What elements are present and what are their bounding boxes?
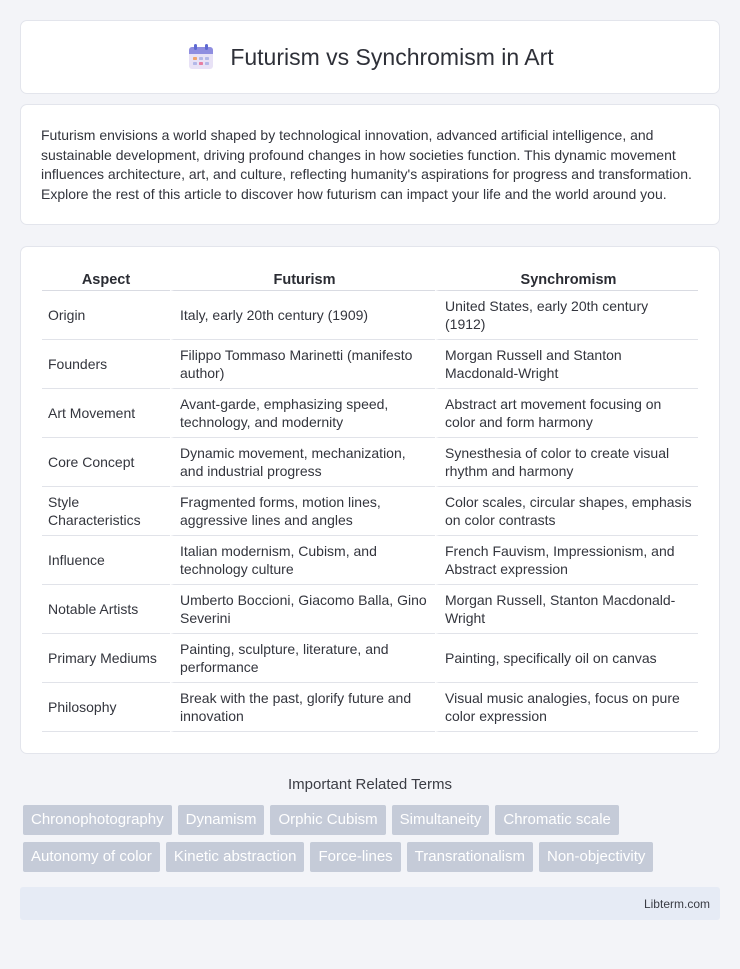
synchromism-cell: United States, early 20th century (1912)	[435, 291, 698, 340]
related-terms-list	[20, 805, 720, 872]
futurism-cell: Dynamic movement, mechanization, and industrial progress	[170, 438, 435, 487]
futurism-cell: Fragmented forms, motion lines, aggressive lines and angles	[170, 487, 435, 536]
aspect-cell: Notable Artists	[42, 585, 170, 634]
comparison-table-card	[20, 246, 720, 754]
futurism-cell: Italy, early 20th century (1909)	[170, 291, 435, 340]
synchromism-cell: Painting, specifically oil on canvas	[435, 634, 698, 683]
related-term-tag[interactable]: Chronophotography	[23, 805, 172, 835]
related-term-tag[interactable]: Orphic Cubism	[270, 805, 385, 835]
table-row	[42, 438, 698, 487]
table-row	[42, 389, 698, 438]
synchromism-cell: Synesthesia of color to create visual rhythm and harmony	[435, 438, 698, 487]
table-row	[42, 634, 698, 683]
related-term-tag[interactable]: Simultaneity	[392, 805, 490, 835]
related-term-tag[interactable]: Kinetic abstraction	[166, 842, 305, 872]
futurism-cell: Italian modernism, Cubism, and technology culture	[170, 536, 435, 585]
header-card	[20, 20, 720, 94]
column-header-futurism: Futurism	[170, 267, 435, 291]
futurism-cell: Break with the past, glorify future and innovation	[170, 683, 435, 732]
table-row	[42, 536, 698, 585]
comparison-table	[42, 267, 698, 732]
table-row	[42, 291, 698, 340]
related-term-tag[interactable]: Force-lines	[310, 842, 400, 872]
futurism-cell: Umberto Boccioni, Giacomo Balla, Gino Severini	[170, 585, 435, 634]
aspect-cell: Origin	[42, 291, 170, 340]
column-header-aspect: Aspect	[42, 267, 170, 291]
synchromism-cell: Morgan Russell, Stanton Macdonald-Wright	[435, 585, 698, 634]
table-row	[42, 585, 698, 634]
synchromism-cell: Visual music analogies, focus on pure color expression	[435, 683, 698, 732]
intro-text: Futurism envisions a world shaped by technological innovation, advanced artificial intelligence, and sustainable development, driving profound changes in how societies function. This dynamic movement influences architecture, art, and culture, reflecting humanity's aspirations for progress and transformation. Explore the rest of this article to discover how futurism can impact your life and the world around you.	[41, 127, 692, 202]
related-term-tag[interactable]: Autonomy of color	[23, 842, 160, 872]
aspect-cell: Core Concept	[42, 438, 170, 487]
aspect-cell: Primary Mediums	[42, 634, 170, 683]
table-header-row	[42, 267, 698, 291]
related-term-tag[interactable]: Chromatic scale	[495, 805, 619, 835]
aspect-cell: Founders	[42, 340, 170, 389]
related-terms-title: Important Related Terms	[288, 776, 452, 793]
column-header-synchromism: Synchromism	[435, 267, 698, 291]
futurism-cell: Filippo Tommaso Marinetti (manifesto author)	[170, 340, 435, 389]
aspect-cell: Art Movement	[42, 389, 170, 438]
page-title: Futurism vs Synchromism in Art	[230, 43, 554, 70]
table-row	[42, 487, 698, 536]
footer	[20, 887, 720, 920]
footer-site-link[interactable]: Libterm.com	[643, 896, 710, 911]
intro-card	[20, 104, 720, 225]
futurism-cell: Painting, sculpture, literature, and performance	[170, 634, 435, 683]
related-term-tag[interactable]: Dynamism	[178, 805, 265, 835]
synchromism-cell: Color scales, circular shapes, emphasis on color contrasts	[435, 487, 698, 536]
aspect-cell: Influence	[42, 536, 170, 585]
related-term-tag[interactable]: Non-objectivity	[539, 842, 653, 872]
aspect-cell: Philosophy	[42, 683, 170, 732]
aspect-cell: Style Characteristics	[42, 487, 170, 536]
table-row	[42, 683, 698, 732]
synchromism-cell: Morgan Russell and Stanton Macdonald-Wright	[435, 340, 698, 389]
related-term-tag[interactable]: Transrationalism	[407, 842, 533, 872]
synchromism-cell: French Fauvism, Impressionism, and Abstract expression	[435, 536, 698, 585]
calendar-icon	[186, 42, 216, 72]
synchromism-cell: Abstract art movement focusing on color and form harmony	[435, 389, 698, 438]
table-row	[42, 340, 698, 389]
futurism-cell: Avant-garde, emphasizing speed, technology, and modernity	[170, 389, 435, 438]
